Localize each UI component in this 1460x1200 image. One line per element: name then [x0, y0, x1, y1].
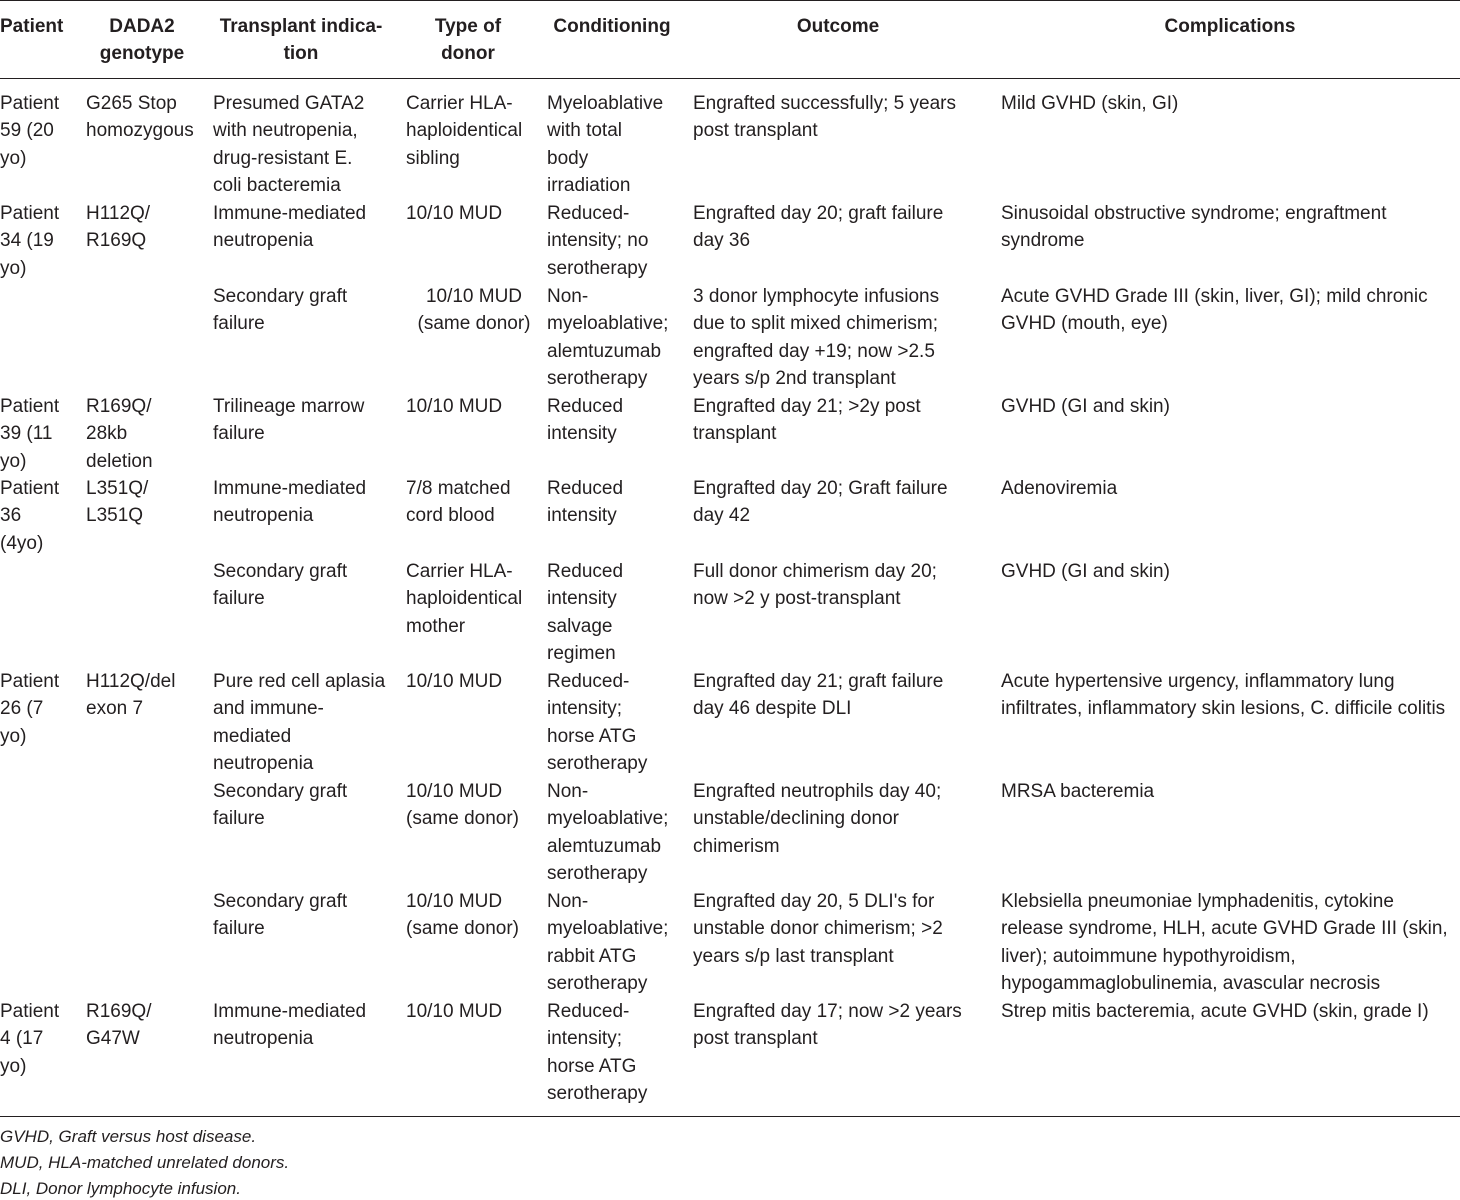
footnote: MUD, HLA-matched unrelated donors.: [0, 1153, 290, 1172]
table-cell-complications: Klebsiella pneumoniae lymphadenitis, cytokine release syndrome, HLH, acute GVHD Grade III (skin, liver); autoimmune hypothyroidism, hypogammaglobulinemia, avascular necrosis: [1001, 891, 1448, 995]
table-cell-conditioning: Reduced- intensity; horse ATG serotherapy: [547, 671, 648, 775]
table-cell-complications: GVHD (GI and skin): [1001, 561, 1170, 582]
table-cell-conditioning: Reduced- intensity; no serotherapy: [547, 203, 649, 279]
table-cell-donor: 10/10 MUD (same donor): [406, 781, 519, 830]
table-cell-indication: Secondary graft failure: [213, 286, 348, 335]
table-cell-complications: Acute hypertensive urgency, inflammatory lung infiltrates, inflammatory skin lesions, C. difficile colitis: [1001, 671, 1446, 720]
footnote: GVHD, Graft versus host disease.: [0, 1127, 257, 1146]
table-cell-indication: Presumed GATA2 with neutropenia, drug-resistant E. coli bacteremia: [213, 93, 365, 197]
table-cell-patient: Patient 59 (20 yo): [0, 93, 60, 169]
table-top-rule: [0, 0, 1460, 1]
table-cell-conditioning: Non- myeloablative; rabbit ATG serotherapy: [547, 891, 669, 995]
table-cell-conditioning: Non- myeloablative; alemtuzumab serotherapy: [547, 781, 669, 885]
table-cell-donor: 10/10 MUD: [406, 396, 503, 417]
table-cell-complications: Strep mitis bacteremia, acute GVHD (skin, grade I): [1001, 1001, 1429, 1022]
table-cell-genotype: R169Q/ G47W: [86, 1001, 152, 1050]
table-cell-complications: Sinusoidal obstructive syndrome; engraftment syndrome: [1001, 203, 1387, 252]
table-cell-complications: GVHD (GI and skin): [1001, 396, 1170, 417]
table-cell-genotype: G265 Stop homozygous: [86, 93, 194, 142]
header-conditioning: Conditioning: [553, 16, 671, 37]
header-patient: Patient: [0, 16, 64, 37]
table-cell-indication: Trilineage marrow failure: [213, 396, 365, 445]
table-cell-complications: Adenoviremia: [1001, 478, 1118, 499]
header-transplant-indication: Transplant indica- tion: [219, 16, 383, 65]
table-cell-conditioning: Reduced intensity: [547, 396, 624, 445]
table-cell-donor: 10/10 MUD: [406, 671, 503, 692]
table-cell-patient: Patient 34 (19 yo): [0, 203, 60, 279]
table-cell-outcome: Engrafted day 20, 5 DLI's for unstable donor chimerism; >2 years s/p last transplant: [693, 891, 943, 967]
header-type-of-donor: Type of donor: [434, 16, 502, 65]
table-cell-genotype: H112Q/ R169Q: [86, 203, 151, 252]
table-cell-patient: Patient 36 (4yo): [0, 478, 60, 554]
table-cell-outcome: Engrafted day 21; >2y post transplant: [693, 396, 921, 445]
table-cell-indication: Secondary graft failure: [213, 891, 348, 940]
table-cell-indication: Immune-mediated neutropenia: [213, 1001, 367, 1050]
table-cell-outcome: 3 donor lymphocyte infusions due to split mixed chimerism; engrafted day +19; now >2.5 years s/p 2nd transplant: [693, 286, 940, 390]
table-cell-genotype: R169Q/ 28kb deletion: [86, 396, 153, 472]
table-cell-complications: MRSA bacteremia: [1001, 781, 1155, 802]
table-cell-outcome: Engrafted day 20; Graft failure day 42: [693, 478, 948, 527]
header-genotype: DADA2 genotype: [99, 16, 185, 65]
table-cell-outcome: Engrafted day 17; now >2 years post transplant: [693, 1001, 962, 1050]
table-cell-donor: Carrier HLA- haploidentical mother: [406, 561, 523, 637]
table-cell-outcome: Engrafted neutrophils day 40; unstable/declining donor chimerism: [693, 781, 942, 857]
table-cell-patient: Patient 39 (11 yo): [0, 396, 60, 472]
table-cell-outcome: Full donor chimerism day 20; now >2 y post-transplant: [693, 561, 937, 610]
table-cell-donor: 10/10 MUD (same donor): [406, 891, 519, 940]
table-cell-outcome: Engrafted day 21; graft failure day 46 despite DLI: [693, 671, 944, 720]
table-cell-donor: 10/10 MUD (same donor): [417, 286, 531, 335]
table-cell-complications: Mild GVHD (skin, GI): [1001, 93, 1179, 114]
table-cell-indication: Immune-mediated neutropenia: [213, 203, 367, 252]
header-outcome: Outcome: [796, 16, 880, 37]
table-cell-patient: Patient 4 (17 yo): [0, 1001, 60, 1077]
table-cell-complications: Acute GVHD Grade III (skin, liver, GI); mild chronic GVHD (mouth, eye): [1001, 286, 1428, 335]
table-cell-conditioning: Reduced- intensity; horse ATG serotherapy: [547, 1001, 648, 1105]
table-cell-conditioning: Reduced intensity: [547, 478, 624, 527]
table-cell-donor: 10/10 MUD: [406, 203, 503, 224]
table-cell-indication: Immune-mediated neutropenia: [213, 478, 367, 527]
table-cell-donor: 10/10 MUD: [406, 1001, 503, 1022]
table-cell-indication: Pure red cell aplasia and immune- mediated neutropenia: [213, 671, 386, 775]
table-cell-indication: Secondary graft failure: [213, 781, 348, 830]
table-cell-outcome: Engrafted successfully; 5 years post transplant: [693, 93, 956, 142]
table-header-rule: [0, 78, 1460, 79]
table-cell-donor: Carrier HLA- haploidentical sibling: [406, 93, 523, 169]
table-cell-patient: Patient 26 (7 yo): [0, 671, 60, 747]
table-cell-indication: Secondary graft failure: [213, 561, 348, 610]
table-cell-genotype: H112Q/del exon 7: [86, 671, 176, 720]
table-cell-outcome: Engrafted day 20; graft failure day 36: [693, 203, 944, 252]
table-cell-donor: 7/8 matched cord blood: [406, 478, 511, 527]
table-cell-conditioning: Reduced intensity salvage regimen: [547, 561, 624, 665]
footnote: DLI, Donor lymphocyte infusion.: [0, 1179, 241, 1198]
table-cell-conditioning: Non- myeloablative; alemtuzumab serotherapy: [547, 286, 669, 390]
header-complications: Complications: [1164, 16, 1296, 37]
table-bottom-rule: [0, 1116, 1460, 1117]
table-cell-conditioning: Myeloablative with total body irradiation: [547, 93, 664, 197]
table-cell-genotype: L351Q/ L351Q: [86, 478, 149, 527]
